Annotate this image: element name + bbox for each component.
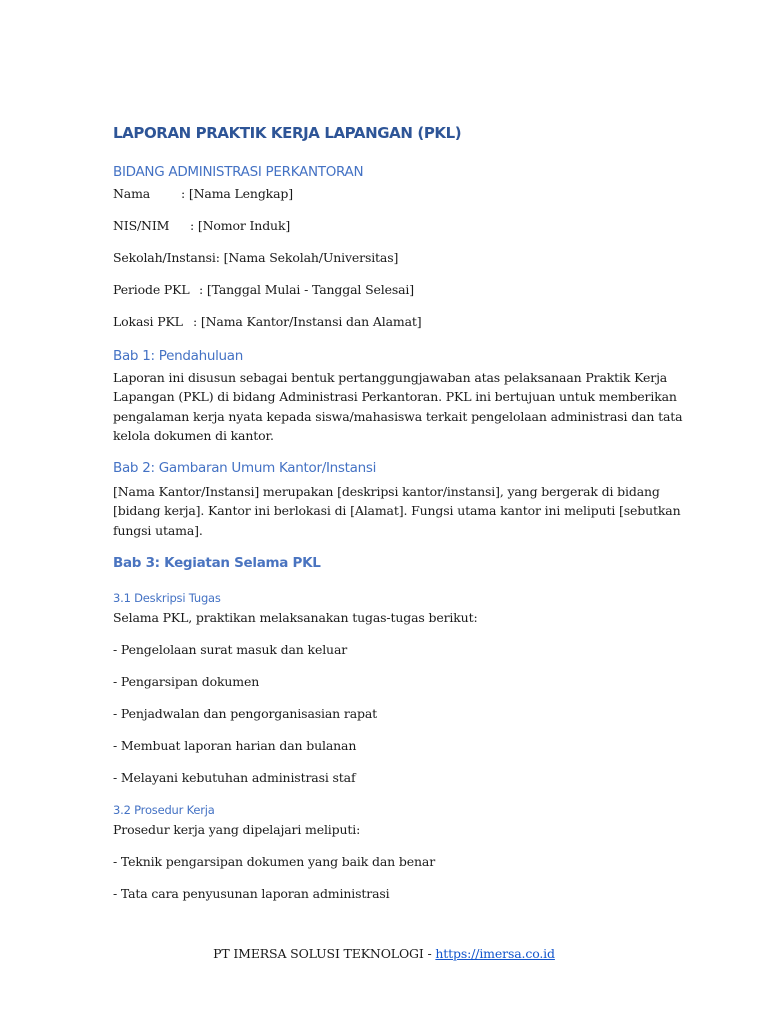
section-3-1-heading: 3.1 Deskripsi Tugas: [113, 591, 221, 605]
sekolah-value: [Nama Sekolah/Universitas]: [223, 250, 399, 265]
document-subtitle: BIDANG ADMINISTRASI PERKANTORAN: [113, 164, 364, 180]
nama-value: : [Nama Lengkap]: [181, 186, 293, 201]
lokasi-value: : [Nama Kantor/Instansi dan Alamat]: [193, 314, 422, 329]
lokasi-label: Lokasi PKL: [113, 314, 183, 329]
list-item: - Membuat laporan harian dan bulanan: [113, 738, 357, 753]
nis-label: NIS/NIM: [113, 218, 170, 233]
periode-value: : [Tanggal Mulai - Tanggal Selesai]: [199, 282, 414, 297]
bab3-heading: Bab 3: Kegiatan Selama PKL: [113, 555, 321, 571]
periode-label: Periode PKL: [113, 282, 190, 297]
list-item: - Pengelolaan surat masuk dan keluar: [113, 642, 348, 657]
bab2-paragraph: [113, 482, 681, 540]
section-3-1-intro: Selama PKL, praktikan melaksanakan tugas-tugas berikut:: [113, 610, 478, 625]
bab1-line: Laporan ini disusun sebagai bentuk pertanggungjawaban atas pelaksanaan Praktik Kerja: [113, 370, 668, 385]
bab1-line: Lapangan (PKL) di bidang Administrasi Perkantoran. PKL ini bertujuan untuk memberikan: [113, 389, 677, 405]
bab2-line: fungsi utama].: [113, 522, 203, 538]
bab1-line: kelola dokumen di kantor.: [113, 427, 274, 443]
list-item: - Teknik pengarsipan dokumen yang baik dan benar: [113, 854, 436, 869]
bab1-heading: Bab 1: Pendahuluan: [113, 348, 244, 364]
page-footer: [0, 946, 768, 961]
section-3-2-heading: 3.2 Prosedur Kerja: [113, 803, 215, 817]
sekolah-label: Sekolah/Instansi:: [113, 250, 220, 265]
bab2-line: [bidang kerja]. Kantor ini berlokasi di [Alamat]. Fungsi utama kantor ini meliputi [sebutkan: [113, 503, 681, 519]
footer-company: PT IMERSA SOLUSI TEKNOLOGI -: [213, 946, 436, 961]
identity-periode: [113, 282, 414, 297]
list-item: - Pengarsipan dokumen: [113, 674, 260, 689]
bab1-line: pengalaman kerja nyata kepada siswa/mahasiswa terkait pengelolaan administrasi dan tata: [113, 408, 683, 424]
section-3-2-intro: Prosedur kerja yang dipelajari meliputi:: [113, 822, 361, 837]
list-item: - Penjadwalan dan pengorganisasian rapat: [113, 706, 378, 721]
list-item: - Melayani kebutuhan administrasi staf: [113, 770, 356, 785]
footer-link[interactable]: https://imersa.co.id: [435, 946, 555, 961]
identity-lokasi: [113, 314, 422, 329]
bab1-paragraph: [113, 368, 683, 445]
nama-label: Nama: [113, 186, 151, 201]
identity-nama: [113, 186, 293, 201]
list-item: - Tata cara penyusunan laporan administrasi: [113, 886, 390, 901]
identity-nis: [113, 218, 290, 233]
nis-value: : [Nomor Induk]: [190, 218, 291, 233]
bab2-line: [Nama Kantor/Instansi] merupakan [deskripsi kantor/instansi], yang bergerak di bidang: [113, 484, 660, 499]
bab2-heading: Bab 2: Gambaran Umum Kantor/Instansi: [113, 460, 377, 476]
document-title: LAPORAN PRAKTIK KERJA LAPANGAN (PKL): [113, 124, 462, 142]
identity-sekolah: [113, 250, 398, 265]
